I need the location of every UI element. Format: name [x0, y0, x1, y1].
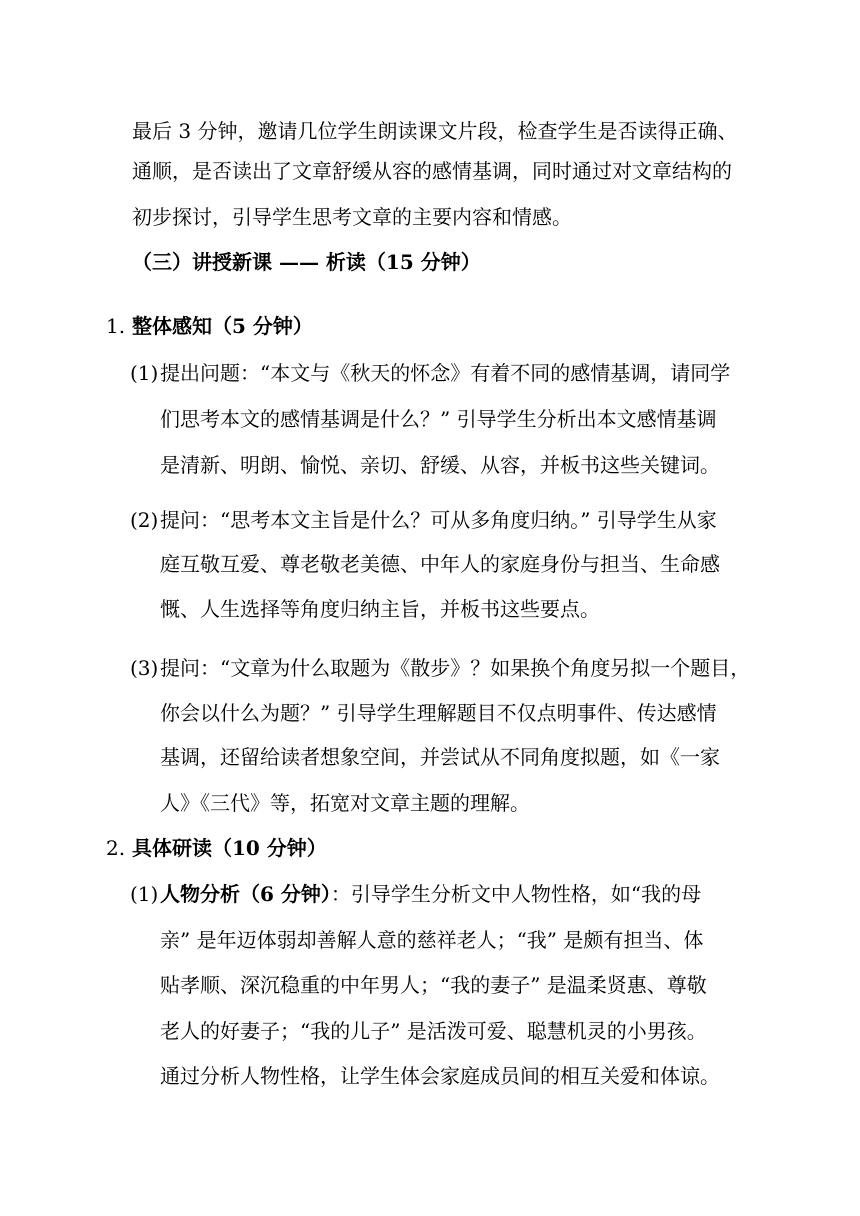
part2-item1-line-2: 亲” 是年迈体弱却善解人意的慈祥老人；“我” 是颇有担当、体	[160, 928, 704, 952]
part2-item1-line-5: 通过分析人物性格，让学生体会家庭成员间的相互关爱和体谅。	[160, 1064, 720, 1088]
part1-title: 整体感知（5 分钟）	[132, 314, 313, 338]
part1-item1-number: (1)	[130, 361, 159, 385]
part1-item2-number: (2)	[130, 508, 159, 532]
part2-item1-line-3: 贴孝顺、深沉稳重的中年男人；“我的妻子” 是温柔贤惠、尊敬	[160, 973, 707, 997]
intro-line-2: 通顺，是否读出了文章舒缓从容的感情基调，同时通过对文章结构的	[132, 159, 732, 183]
part1-item3-line-3: 基调，还留给读者想象空间，并尝试从不同角度拟题，如《一家	[160, 745, 720, 769]
part1-item1-line-1: 提出问题：“本文与《秋天的怀念》有着不同的感情基调，请同学	[160, 361, 731, 385]
part2-number: 2.	[106, 836, 126, 860]
part1-item2-line-3: 慨、人生选择等角度归纳主旨，并板书这些要点。	[160, 597, 600, 621]
part2-item1-lead: 人物分析（6 分钟）	[160, 882, 331, 906]
part1-item3-line-2: 你会以什么为题？” 引导学生理解题目不仅点明事件、传达感情	[160, 701, 717, 725]
part1-item3-line-4: 人》《三代》等，拓宽对文章主题的理解。	[160, 791, 530, 815]
part1-item1-line-3: 是清新、明朗、愉悦、亲切、舒缓、从容，并板书这些关键词。	[160, 453, 720, 477]
part1-item2-line-2: 庭互敬互爱、尊老敬老美德、中年人的家庭身份与担当、生命感	[160, 552, 720, 576]
part2-item1-line-1	[160, 882, 701, 906]
part1-item1-line-2: 们思考本文的感情基调是什么？” 引导学生分析出本文感情基调	[160, 407, 717, 431]
part1-item2-line-1: 提问：“思考本文主旨是什么？可从多角度归纳。” 引导学生从家	[160, 508, 717, 532]
part1-item3-line-1: 提问：“文章为什么取题为《散步》？如果换个角度另拟一个题目，	[160, 656, 751, 680]
intro-line-1: 最后 3 分钟，邀请几位学生朗读课文片段，检查学生是否读得正确、	[132, 119, 738, 143]
part2-title: 具体研读（10 分钟）	[132, 836, 327, 860]
part2-item1-number: (1)	[130, 882, 159, 906]
part1-number: 1.	[106, 314, 126, 338]
part1-item3-number: (3)	[130, 656, 159, 680]
part2-item1-lead-rest: ：引导学生分析文中人物性格，如“我的母	[330, 882, 702, 906]
intro-line-3: 初步探讨，引导学生思考文章的主要内容和情感。	[132, 205, 572, 229]
part2-item1-line-4: 老人的好妻子；“我的儿子” 是活泼可爱、聪慧机灵的小男孩。	[160, 1019, 707, 1043]
section-heading: （三）讲授新课 —— 析读（15 分钟）	[132, 250, 481, 274]
